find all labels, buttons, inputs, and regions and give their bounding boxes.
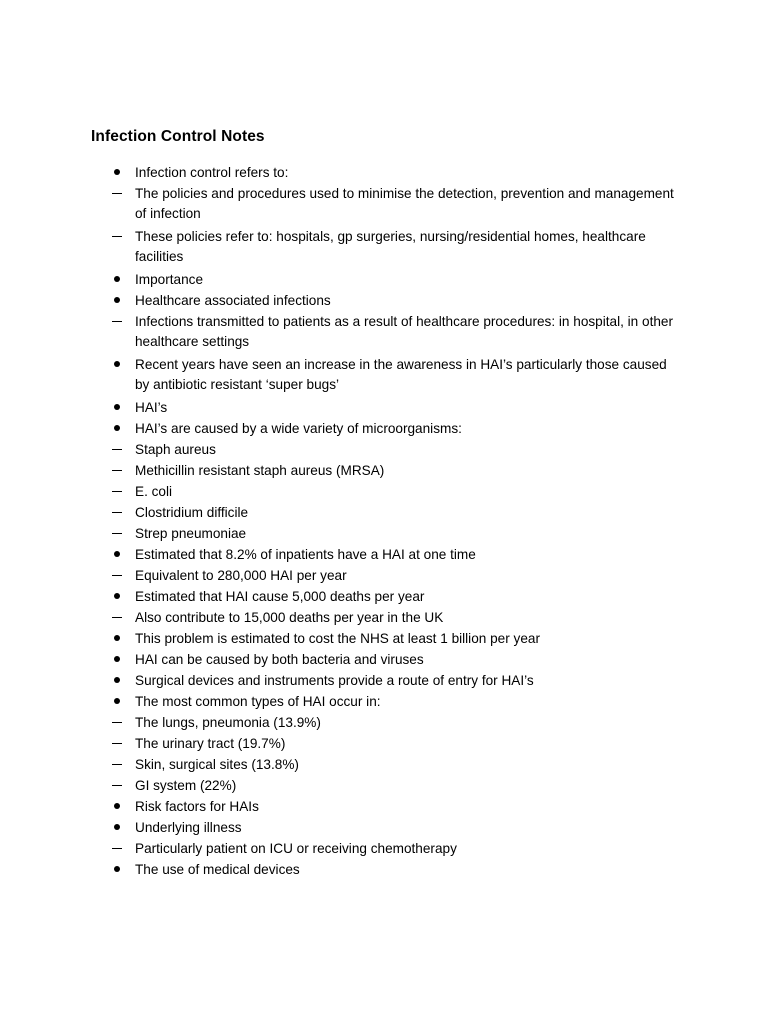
bullet-marker-icon xyxy=(110,650,124,662)
bullet-item xyxy=(110,797,680,817)
item-text: Risk factors for HAIs xyxy=(135,799,259,814)
dash-marker-icon xyxy=(110,734,124,744)
bullet-item xyxy=(110,587,680,607)
dash-marker-icon xyxy=(110,312,124,322)
item-text: HAI’s are caused by a wide variety of microorganisms: xyxy=(135,421,462,436)
dash-marker-icon xyxy=(110,227,124,237)
bullet-marker-icon xyxy=(110,163,124,175)
item-text: This problem is estimated to cost the NHS at least 1 billion per year xyxy=(135,631,540,646)
item-text: Surgical devices and instruments provide a route of entry for HAI’s xyxy=(135,673,534,688)
item-text: Strep pneumoniae xyxy=(135,526,247,541)
item-text: These policies refer to: hospitals, gp surgeries, nursing/residential homes, healthcare facilities xyxy=(135,229,646,264)
bullet-item xyxy=(110,650,680,670)
item-text: GI system (22%) xyxy=(135,778,237,793)
item-text: HAI can be caused by both bacteria and viruses xyxy=(135,652,424,667)
item-text: The use of medical devices xyxy=(135,862,300,877)
item-text: Estimated that HAI cause 5,000 deaths per year xyxy=(135,589,425,604)
item-text: The urinary tract (19.7%) xyxy=(135,736,286,751)
item-text: HAI’s xyxy=(135,400,168,415)
bullet-marker-icon xyxy=(110,419,124,431)
sub-item xyxy=(110,184,680,224)
bullet-marker-icon xyxy=(110,797,124,809)
bullet-item xyxy=(110,355,680,395)
bullet-marker-icon xyxy=(110,291,124,303)
bullet-item xyxy=(110,860,680,880)
bullet-item xyxy=(110,270,680,290)
item-text: Importance xyxy=(135,272,204,287)
bullet-item xyxy=(110,629,680,649)
bullet-marker-icon xyxy=(110,545,124,557)
document-title: Infection Control Notes xyxy=(91,128,265,145)
dash-marker-icon xyxy=(110,608,124,618)
bullet-marker-icon xyxy=(110,860,124,872)
bullet-item xyxy=(110,545,680,565)
item-text: Infection control refers to: xyxy=(135,165,289,180)
bullet-marker-icon xyxy=(110,671,124,683)
dash-marker-icon xyxy=(110,184,124,194)
bullet-item xyxy=(110,398,680,418)
item-text: Underlying illness xyxy=(135,820,242,835)
sub-item xyxy=(110,566,680,586)
bullet-marker-icon xyxy=(110,692,124,704)
notes-list xyxy=(110,163,680,881)
dash-marker-icon xyxy=(110,440,124,450)
bullet-item xyxy=(110,818,680,838)
item-text: Staph aureus xyxy=(135,442,216,457)
dash-marker-icon xyxy=(110,461,124,471)
sub-item xyxy=(110,734,680,754)
dash-marker-icon xyxy=(110,839,124,849)
dash-marker-icon xyxy=(110,566,124,576)
bullet-marker-icon xyxy=(110,270,124,282)
sub-item xyxy=(110,755,680,775)
item-text: Recent years have seen an increase in the awareness in HAI’s particularly those caused by antibiotic resistant ‘super bugs’ xyxy=(135,357,667,392)
sub-item xyxy=(110,503,680,523)
bullet-marker-icon xyxy=(110,818,124,830)
item-text: Infections transmitted to patients as a result of healthcare procedures: in hospital, in other healthcare settings xyxy=(135,314,674,349)
item-text: Also contribute to 15,000 deaths per year in the UK xyxy=(135,610,444,625)
bullet-marker-icon xyxy=(110,398,124,410)
item-text: Methicillin resistant staph aureus (MRSA) xyxy=(135,463,385,478)
sub-item xyxy=(110,482,680,502)
item-text: The policies and procedures used to minimise the detection, prevention and management of infection xyxy=(135,186,674,221)
item-text: Skin, surgical sites (13.8%) xyxy=(135,757,299,772)
sub-item xyxy=(110,524,680,544)
sub-item xyxy=(110,608,680,628)
sub-item xyxy=(110,461,680,481)
sub-item xyxy=(110,312,680,352)
dash-marker-icon xyxy=(110,482,124,492)
sub-item xyxy=(110,713,680,733)
sub-item xyxy=(110,839,680,859)
bullet-item xyxy=(110,163,680,183)
dash-marker-icon xyxy=(110,776,124,786)
item-text: Estimated that 8.2% of inpatients have a HAI at one time xyxy=(135,547,476,562)
dash-marker-icon xyxy=(110,755,124,765)
item-text: The most common types of HAI occur in: xyxy=(135,694,381,709)
bullet-marker-icon xyxy=(110,587,124,599)
bullet-item xyxy=(110,291,680,311)
bullet-item xyxy=(110,692,680,712)
dash-marker-icon xyxy=(110,713,124,723)
sub-item xyxy=(110,776,680,796)
sub-item xyxy=(110,440,680,460)
item-text: Equivalent to 280,000 HAI per year xyxy=(135,568,347,583)
item-text: Particularly patient on ICU or receiving chemotherapy xyxy=(135,841,457,856)
dash-marker-icon xyxy=(110,503,124,513)
item-text: E. coli xyxy=(135,484,173,499)
bullet-marker-icon xyxy=(110,355,124,367)
item-text: The lungs, pneumonia (13.9%) xyxy=(135,715,321,730)
dash-marker-icon xyxy=(110,524,124,534)
bullet-item xyxy=(110,419,680,439)
bullet-item xyxy=(110,671,680,691)
item-text: Clostridium difficile xyxy=(135,505,249,520)
bullet-marker-icon xyxy=(110,629,124,641)
sub-item xyxy=(110,227,680,267)
item-text: Healthcare associated infections xyxy=(135,293,331,308)
